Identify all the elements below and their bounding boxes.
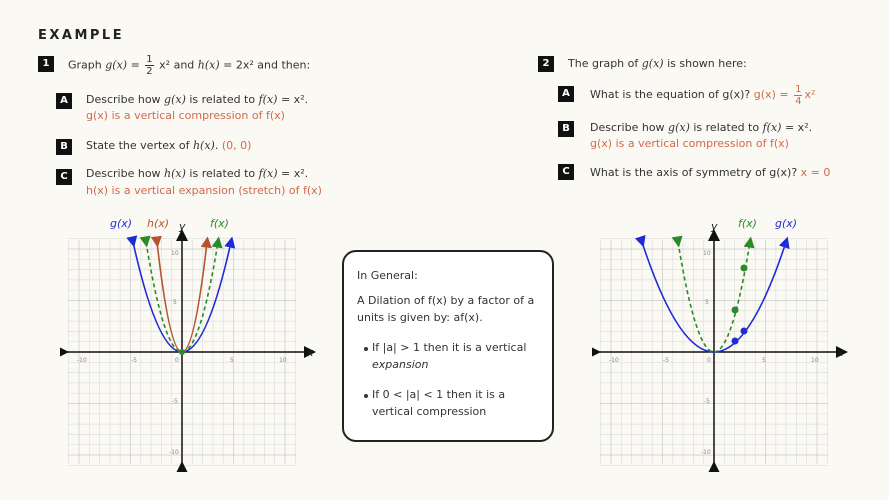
label-x: x bbox=[837, 346, 844, 359]
point-g bbox=[732, 338, 739, 345]
part-label-2c: C bbox=[558, 164, 574, 180]
label-g: g(x) bbox=[110, 217, 133, 230]
tick-x: -10 bbox=[609, 357, 619, 364]
general-line-1: A Dilation of f(x) by a factor of a bbox=[357, 294, 535, 307]
part-2c-question: What is the axis of symmetry of g(x)? x = 0 bbox=[590, 166, 831, 179]
tick-y: -10 bbox=[169, 449, 179, 456]
page-heading: EXAMPLE bbox=[38, 28, 125, 43]
label-f: f(x) bbox=[210, 217, 229, 230]
graph-1 bbox=[60, 212, 325, 472]
label-g: g(x) bbox=[775, 217, 798, 230]
part-1c-question: Describe how h(x) is related to f(x) = x². bbox=[86, 167, 309, 180]
part-label-1c: C bbox=[56, 169, 72, 185]
problem-number-2: 2 bbox=[538, 56, 554, 72]
tick-x: 0 bbox=[175, 357, 179, 364]
tick-y: -5 bbox=[704, 398, 710, 405]
tick-y: 5 bbox=[173, 299, 177, 306]
part-label-1b: B bbox=[56, 139, 72, 155]
part-label-2b: B bbox=[558, 121, 574, 137]
bullet-dot bbox=[364, 347, 368, 351]
fraction: $\frac{1}{4}$ bbox=[795, 83, 802, 107]
tick-y: -10 bbox=[701, 449, 711, 456]
tick-y: 10 bbox=[171, 250, 179, 257]
general-line-2: units is given by: af(x). bbox=[357, 311, 483, 324]
label-y: y bbox=[711, 220, 718, 233]
problem-1-prompt: Graph g(x) = $\frac{1}{2}$ x² and h(x) = 2x² and then: bbox=[68, 54, 311, 77]
vertex-point bbox=[179, 349, 185, 355]
part-2a-question: What is the equation of g(x)? g(x) = $\frac{1}{4}$ x² bbox=[590, 83, 816, 107]
point-f bbox=[741, 265, 748, 272]
tick-x: 10 bbox=[279, 357, 287, 364]
part-1a-answer: g(x) is a vertical compression of f(x) bbox=[86, 109, 285, 122]
bullet-1-line-1: If |a| > 1 then it is a vertical bbox=[372, 341, 527, 354]
tick-y: -5 bbox=[172, 398, 178, 405]
general-title: In General: bbox=[357, 269, 418, 282]
problem-number-1: 1 bbox=[38, 56, 54, 72]
bullet-2-line-1: If 0 < |a| < 1 then it is a bbox=[372, 388, 506, 401]
point-g bbox=[741, 328, 748, 335]
label-y: y bbox=[179, 220, 186, 233]
tick-y: 10 bbox=[703, 250, 711, 257]
tick-x: 5 bbox=[230, 357, 234, 364]
part-label-2a: A bbox=[558, 86, 574, 102]
tick-x: -10 bbox=[77, 357, 87, 364]
part-label-1a: A bbox=[56, 93, 72, 109]
tick-x: 0 bbox=[707, 357, 711, 364]
part-1b-question: State the vertex of h(x). (0, 0) bbox=[86, 139, 252, 152]
tick-y: 5 bbox=[705, 299, 709, 306]
tick-x: -5 bbox=[663, 357, 669, 364]
general-rule-box bbox=[342, 250, 554, 442]
tick-x: 5 bbox=[762, 357, 766, 364]
part-1c-answer: h(x) is a vertical expansion (stretch) of f(x) bbox=[86, 184, 322, 197]
part-1a-question: Describe how g(x) is related to f(x) = x². bbox=[86, 93, 309, 106]
graph-2 bbox=[592, 212, 857, 472]
part-2b-answer: g(x) is a vertical compression of f(x) bbox=[590, 137, 789, 150]
label-x: x bbox=[307, 346, 314, 359]
bullet-2-line-2: vertical compression bbox=[372, 405, 487, 418]
problem-2-prompt: The graph of g(x) is shown here: bbox=[568, 57, 747, 70]
label-f: f(x) bbox=[738, 217, 757, 230]
part-2b-question: Describe how g(x) is related to f(x) = x². bbox=[590, 121, 813, 134]
bullet-1-line-2: expansion bbox=[372, 358, 429, 371]
tick-x: 10 bbox=[811, 357, 819, 364]
fraction: $\frac{1}{2}$ bbox=[146, 54, 153, 77]
point-f bbox=[732, 307, 739, 314]
label-h: h(x) bbox=[147, 217, 170, 230]
bullet-dot bbox=[364, 394, 368, 398]
tick-x: -5 bbox=[131, 357, 137, 364]
